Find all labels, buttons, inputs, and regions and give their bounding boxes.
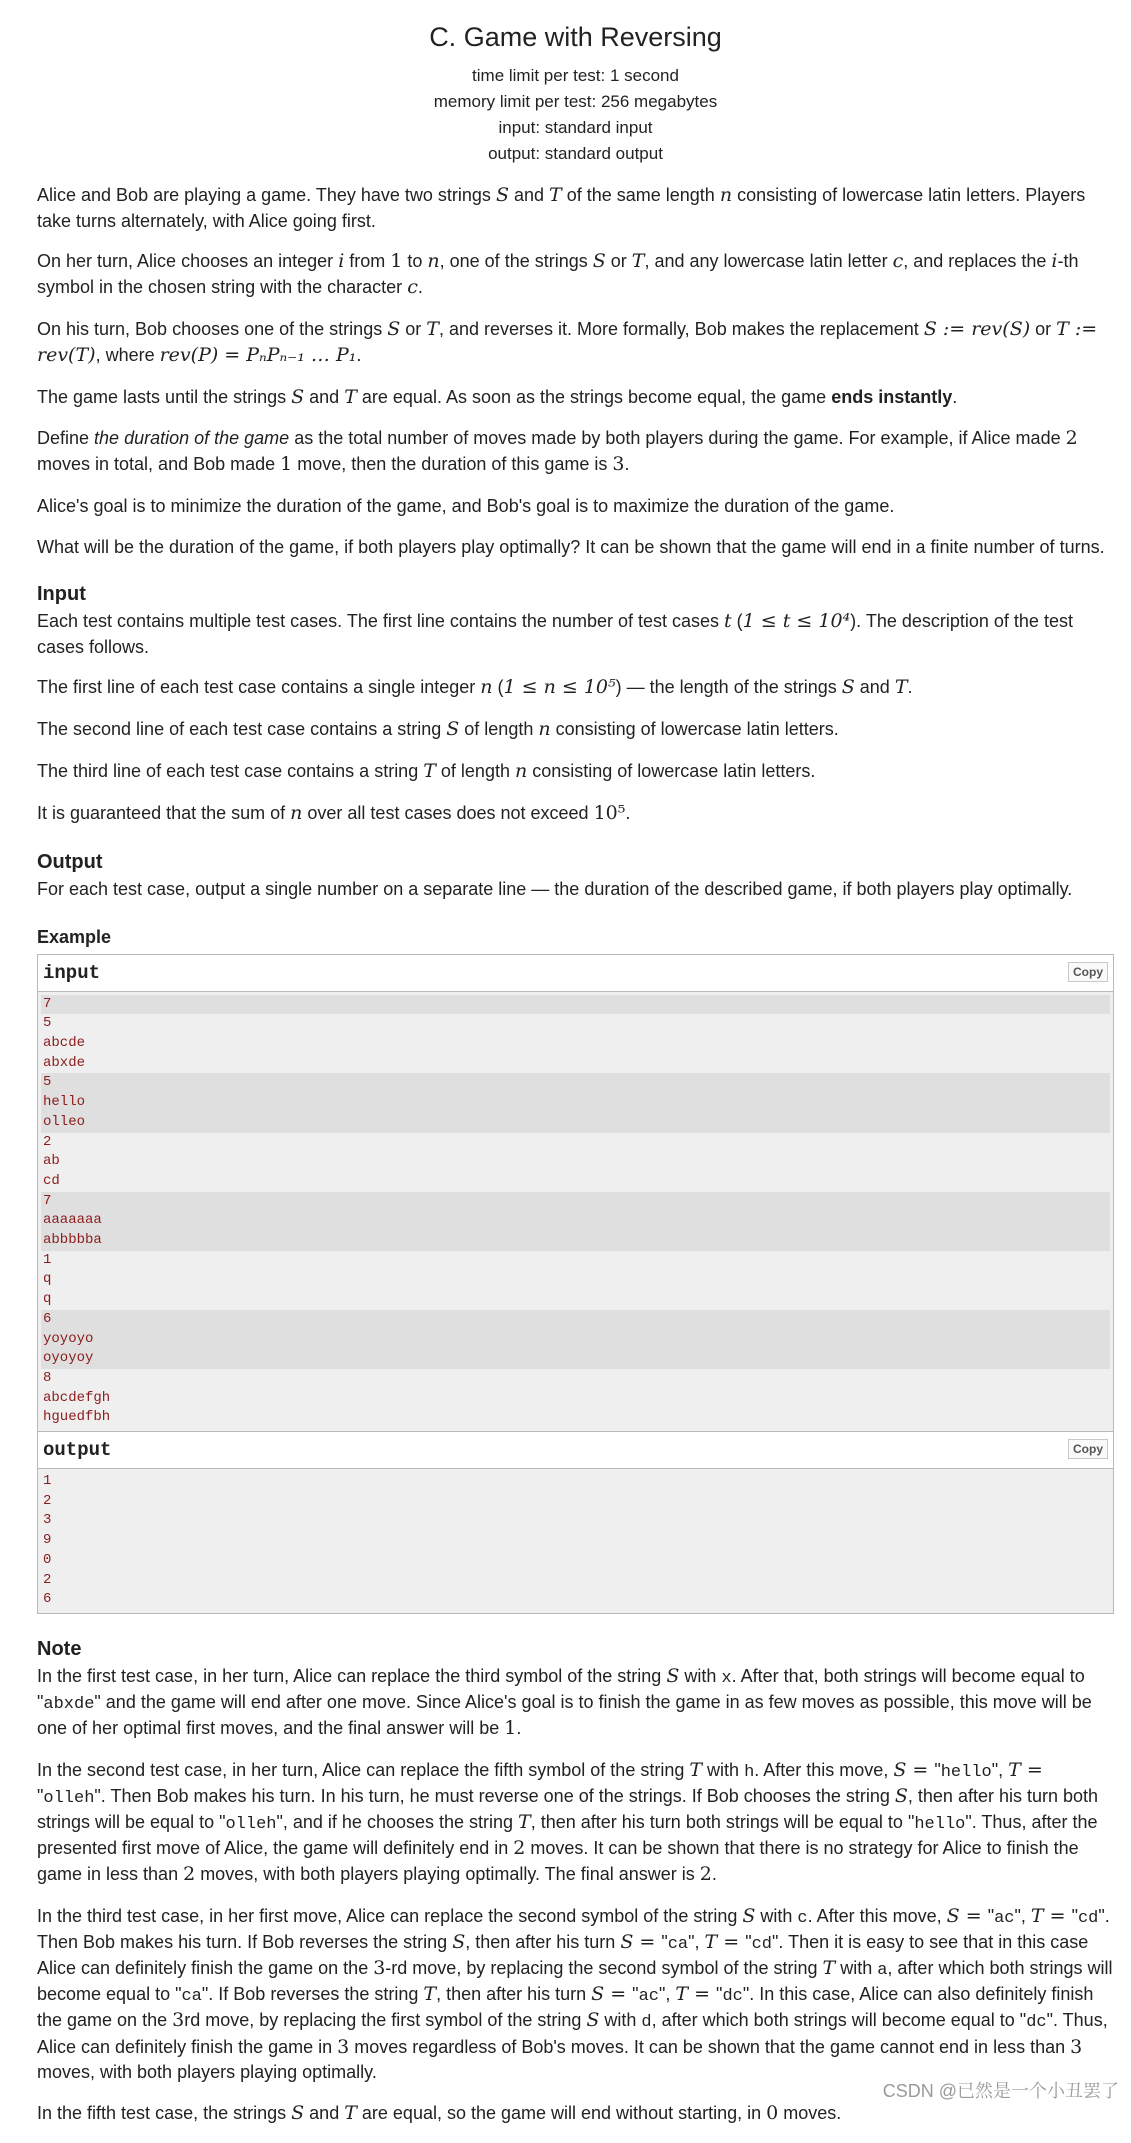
input-paragraph-4: The third line of each test case contains a string T of length n consisting of lowercase latin letters. (37, 759, 816, 782)
sample-input-line: abbbbba (41, 1231, 1110, 1251)
output-specification (37, 849, 1114, 901)
sample-input-line: 7 (41, 1192, 1110, 1212)
sample-input-line: 6 (41, 1310, 1110, 1330)
input-paragraph-3: The second line of each test case contains a string S of length n consisting of lowercase latin letters. (37, 718, 839, 741)
note-paragraph-4: In the fifth test case, the strings S and T are equal, so the game will end without starting, in 0 moves. (37, 2101, 842, 2124)
sample-input-header (38, 955, 1113, 992)
sample-input-line: 2 (43, 1133, 52, 1150)
sample-output-line: 1 (43, 1473, 52, 1490)
sample-input-line: q (43, 1291, 52, 1308)
note-paragraph-3: In the third test case, in her first move, Alice can replace the second symbol of the string S with c. After this move, S = "ac", T = "cd". Then Bob makes his turn. If Bob reverses the string S, then after his turn S = "ca", T = "cd". Then it is easy to see that in this case Alice can definitely finish the game on the 3-rd move, by replacing the second symbol of the string T with a, after which both strings will become equal to "ca". If Bob reverses the string T, then after his turn S = "ac", T = "dc". In this case, Alice can also definitely finish the game on the 3rd move, by replacing the first symbol of the string S with d, after which both strings will become equal to "dc". Thus, Alice can definitely finish the game in 3 moves regardless of Bob's moves. It can be shown that the game cannot end in less than 3 moves, with both players playing optimally. (37, 1905, 1113, 2083)
memory-limit: memory limit per test: 256 megabytes (433, 92, 718, 111)
statement-paragraph-4: The game lasts until the strings S and T are equal. As soon as the strings become equal, the game ends instantly. (37, 385, 958, 408)
sample-input-line: 5 (41, 1073, 1110, 1093)
sample-output-line: 2 (43, 1571, 52, 1588)
input-paragraph-1: Each test contains multiple test cases. The first line contains the number of test cases t (1 ≤ t ≤ 10⁴). The description of the test cases follows. (37, 610, 1073, 657)
problem-header (37, 20, 1114, 167)
sample-input-box (37, 954, 1114, 1432)
sample-output-line: 6 (43, 1591, 52, 1608)
output-file: output: standard output (488, 144, 663, 163)
sample-input-line: 8 (43, 1369, 52, 1386)
sample-output-line: 0 (43, 1551, 52, 1568)
statement-paragraph-3: On his turn, Bob chooses one of the strings S or T, and reverses it. More formally, Bob makes the replacement S := rev(S) or T := rev(T), where rev(P) = PₙPₙ₋₁ … P₁. (37, 317, 1098, 366)
sample-input-content[interactable] (38, 992, 1113, 1431)
input-paragraph-2: The first line of each test case contains a single integer n (1 ≤ n ≤ 10⁵) — the length of the strings S and T. (37, 676, 913, 699)
problem-page (37, 0, 1114, 2143)
copy-output-button[interactable]: Copy (1068, 1439, 1108, 1459)
note-section (37, 1636, 1114, 2127)
statement-paragraph-5: Define the duration of the game as the total number of moves made by both players during the game. For example, if Alice made 2 moves in total, and Bob made 1 move, then the duration of this game is 3. (37, 427, 1078, 476)
statement-paragraph-2: On her turn, Alice chooses an integer i from 1 to n, one of the strings S or T, and any lowercase latin letter c, and replaces the i-th symbol in the chosen string with the character c. (37, 250, 1079, 299)
sample-input-line: ab (43, 1153, 60, 1170)
input-specification (37, 581, 1114, 827)
sample-input-line: abxde (43, 1054, 86, 1071)
sample-output-line: 2 (43, 1492, 52, 1509)
sample-output-header (38, 1432, 1113, 1469)
sample-input-line: 5 (43, 1015, 52, 1032)
input-paragraph-5: It is guaranteed that the sum of n over all test cases does not exceed 10⁵. (37, 801, 631, 824)
sample-output-box (37, 1432, 1114, 1614)
input-section-title: Input (37, 583, 86, 606)
sample-input-line: hguedfbh (43, 1409, 111, 1426)
sample-input-line: olleo (41, 1113, 1110, 1133)
sample-output-line: 3 (43, 1512, 52, 1529)
sample-input-line: cd (43, 1172, 60, 1189)
sample-input-line: abcdefgh (43, 1389, 111, 1406)
copy-input-button[interactable]: Copy (1068, 962, 1108, 982)
sample-input-line: yoyoyo (41, 1330, 1110, 1350)
sample-input-label: input (43, 961, 101, 984)
note-section-title: Note (37, 1637, 82, 1660)
note-paragraph-1: In the first test case, in her turn, Alice can replace the third symbol of the string S with x. After that, both strings will become equal to "abxde" and the game will end after one move. Since Alice's goal is to finish the game in as few moves as possible, this move will be one of her optimal first moves, and the final answer will be 1. (37, 1664, 1092, 1740)
problem-title: C. Game with Reversing (429, 22, 722, 52)
sample-output-content[interactable] (38, 1469, 1113, 1613)
sample-input-line: abcde (43, 1034, 86, 1051)
example-section (37, 925, 1114, 1614)
input-file: input: standard input (498, 118, 653, 137)
sample-input-line: hello (41, 1093, 1110, 1113)
time-limit: time limit per test: 1 second (472, 66, 679, 85)
problem-statement (37, 183, 1114, 559)
example-title: Example (37, 927, 112, 948)
sample-input-line: oyoyoy (41, 1349, 1110, 1369)
note-paragraph-2: In the second test case, in her turn, Alice can replace the fifth symbol of the string T with h. After this move, S = "hello", T = "olleh". Then Bob makes his turn. In his turn, he must reverse one of the strings. If Bob chooses the string S, then after his turn both strings will be equal to "olleh", and if he chooses the string T, then after his turn both strings will be equal to "hello". Thus, after the presented first move of Alice, the game will definitely end in 2 moves. It can be shown that there is no strategy for Alice to finish the game in less than 2 moves, with both players playing optimally. The final answer is 2. (37, 1759, 1099, 1886)
sample-input-line: q (43, 1271, 52, 1288)
csdn-watermark: CSDN @已然是一个小丑罢了 (882, 2080, 1119, 2101)
sample-output-label: output (43, 1439, 112, 1462)
sample-output-line: 9 (43, 1532, 52, 1549)
sample-input-line: 1 (43, 1251, 52, 1268)
statement-paragraph-7: What will be the duration of the game, if both players play optimally? It can be shown that the game will end in a finite number of turns. (37, 536, 1105, 557)
statement-paragraph-1: Alice and Bob are playing a game. They have two strings S and T of the same length n consisting of lowercase latin letters. Players take turns alternately, with Alice going first. (37, 184, 1086, 231)
sample-input-line: 7 (41, 995, 1110, 1015)
output-paragraph-1: For each test case, output a single number on a separate line — the duration of the described game, if both players play optimally. (37, 878, 1073, 899)
sample-input-line: aaaaaaa (41, 1211, 1110, 1231)
statement-paragraph-6: Alice's goal is to minimize the duration of the game, and Bob's goal is to maximize the duration of the game. (37, 496, 895, 517)
output-section-title: Output (37, 850, 103, 873)
